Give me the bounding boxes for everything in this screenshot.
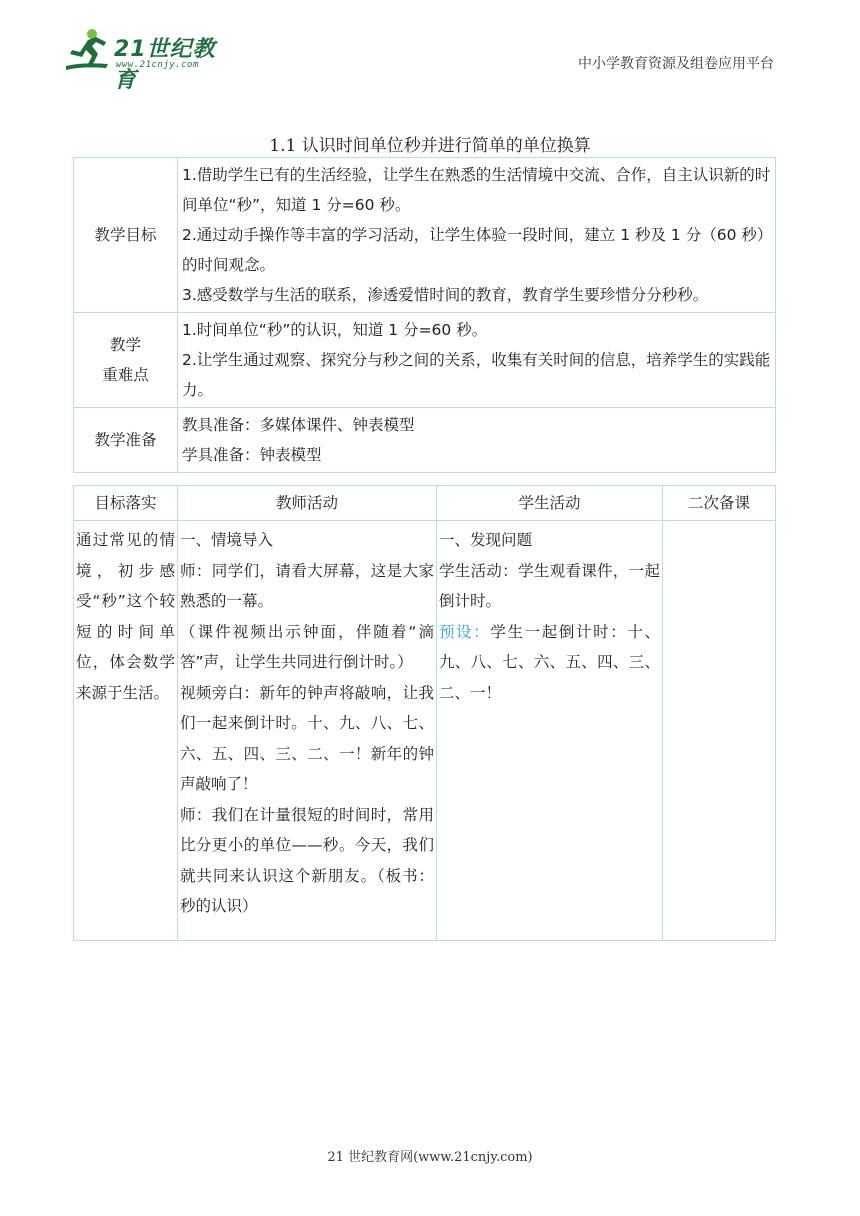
- activity-row: [74, 521, 776, 941]
- goal-item: 2.通过动手操作等丰富的学习活动，让学生体验一段时间，建立 1 秒及 1 分（60 秒）的时间观念。: [182, 226, 765, 274]
- key-points-label: 教学 重难点: [74, 313, 178, 408]
- header-goal: 目标落实: [74, 486, 178, 521]
- lesson-title: 1.1 认识时间单位秒并进行简单的单位换算: [269, 136, 591, 156]
- preset-text: 学生一起倒计时：十、九、八、七、六、五、四、三、二、一！: [439, 622, 660, 702]
- header-teacher: 教师活动: [178, 486, 437, 521]
- teacher-line: 视频旁白：新年的钟声将敲响，让我们一起来倒计时。十、九、八、七、六、五、四、三、二、一！新年的钟声敲响了！: [180, 683, 434, 793]
- key-point-item: 1.时间单位“秒”的认识，知道 1 分=60 秒。: [182, 321, 488, 339]
- platform-name: 中小学教育资源及组卷应用平台: [578, 56, 774, 72]
- header-student: 学生活动: [437, 486, 663, 521]
- prep-label: 教学准备: [74, 408, 178, 473]
- goal-cell: 通过常见的情境，初步感受“秒”这个较短的时间单位，体会数学来源于生活。: [74, 521, 178, 941]
- goal-item: 3.感受数学与生活的联系，渗透爱惜时间的教育，教育学生要珍惜分分秒秒。: [182, 286, 709, 304]
- goals-content: [178, 158, 776, 313]
- prep-item: 教具准备：多媒体课件、钟表模型: [182, 416, 415, 434]
- page-header: [0, 0, 860, 93]
- goals-row: [74, 158, 776, 313]
- teacher-cell: [178, 521, 437, 941]
- key-points-row: [74, 313, 776, 408]
- teacher-line: 师：我们在计量很短的时间时，常用比分更小的单位——秒。今天，我们就共同来认识这个新朋友。（板书：秒的认识）: [180, 805, 434, 915]
- lesson-info-table: [73, 157, 776, 473]
- logo-text: 21世纪教育: [114, 37, 216, 93]
- student-heading: 一、发现问题: [439, 531, 533, 549]
- header-backup: 二次备课: [663, 486, 776, 521]
- backup-cell: [663, 521, 776, 941]
- teacher-line: 师：同学们，请看大屏幕，这是大家熟悉的一幕。: [180, 561, 434, 610]
- student-cell: [437, 521, 663, 941]
- prep-item: 学具准备：钟表模型: [182, 446, 322, 464]
- goal-item: 1.借助学生已有的生活经验，让学生在熟悉的生活情境中交流、合作，自主认识新的时间单位“秒”，知道 1 分=60 秒。: [182, 166, 771, 214]
- student-preset: [439, 617, 660, 709]
- key-point-item: 2.让学生通过观察、探究分与秒之间的关系，收集有关时间的信息，培养学生的实践能力。: [182, 351, 771, 399]
- page-footer: 21 世纪教育网(www.21cnjy.com): [327, 1150, 533, 1165]
- activity-table: [73, 485, 776, 941]
- runner-logo-icon: [62, 26, 114, 76]
- prep-row: [74, 408, 776, 473]
- activity-header-row: [74, 486, 776, 521]
- site-logo: [62, 26, 232, 93]
- logo-url: www.21cnjy.com: [116, 60, 199, 70]
- teacher-line: （课件视频出示钟面，伴随着“滴答”声，让学生共同进行倒计时。）: [180, 622, 434, 671]
- preset-label: 预设：: [439, 622, 491, 641]
- prep-content: [178, 408, 776, 473]
- student-activity: 学生活动：学生观看课件，一起倒计时。: [439, 561, 660, 610]
- key-points-content: [178, 313, 776, 408]
- goals-label: 教学目标: [74, 158, 178, 313]
- teacher-line: 一、情境导入: [180, 531, 274, 549]
